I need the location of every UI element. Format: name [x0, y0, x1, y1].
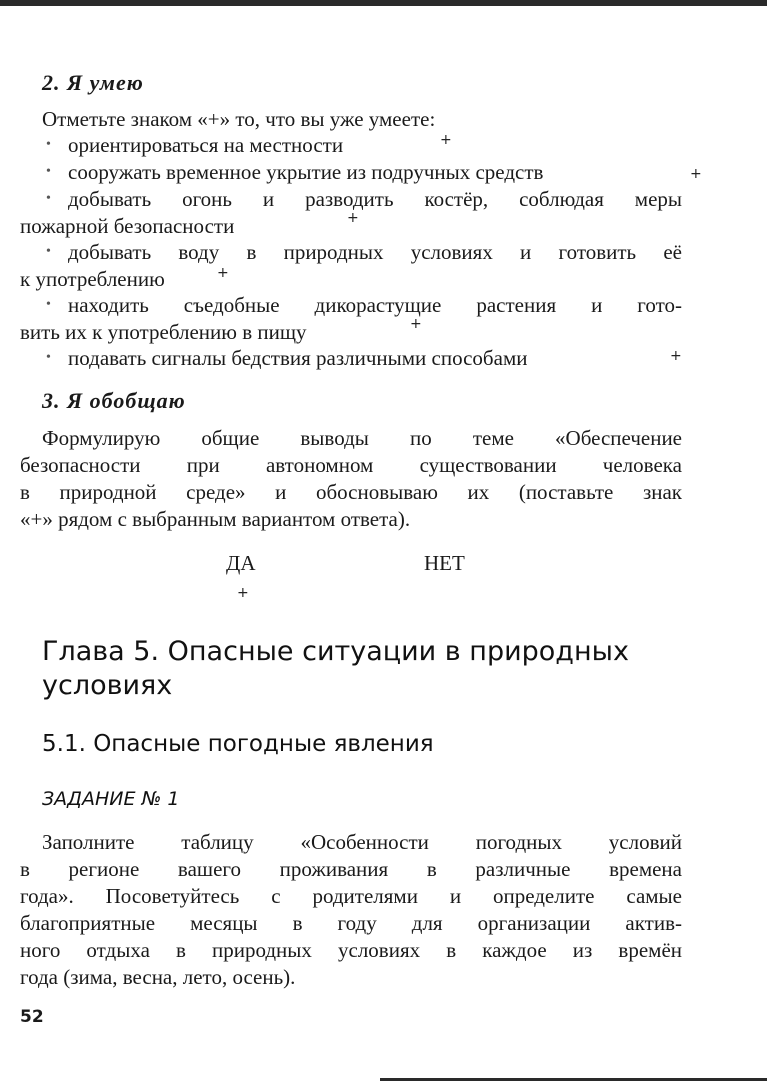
bullet-icon: •	[46, 164, 51, 179]
page-number: 52	[20, 1007, 44, 1027]
paragraph-line: благоприятные месяцы в году для организации актив-	[20, 911, 682, 935]
bullet-icon: •	[46, 191, 51, 206]
task-title: ЗАДАНИЕ № 1	[42, 788, 180, 810]
skill-item-plants-cont: вить их к употреблению в пищу	[20, 320, 307, 344]
paragraph-line: в природной среде» и обосновываю их (поставьте знак	[20, 480, 682, 504]
section-2-heading: 2. Я умею	[42, 70, 144, 95]
chapter-title-line1: Глава 5. Опасные ситуации в природных	[42, 636, 629, 667]
bullet-icon: •	[46, 244, 51, 259]
top-scan-edge	[0, 0, 767, 6]
skill-mark: +	[410, 316, 422, 332]
skill-mark: +	[440, 132, 452, 148]
paragraph-line: ного отдыха в природных условиях в каждое из времён	[20, 938, 682, 962]
skill-item-water: добывать воду в природных условиях и готовить её	[68, 240, 682, 264]
paragraph-line: Формулирую общие выводы по теме «Обеспечение	[42, 426, 682, 450]
skill-item-fire: добывать огонь и разводить костёр, соблюдая меры	[68, 187, 682, 211]
skill-item-signals: подавать сигналы бедствия различными способами	[68, 346, 528, 370]
bullet-icon: •	[46, 297, 51, 312]
subsection-title: 5.1. Опасные погодные явления	[42, 731, 434, 757]
bottom-scan-edge	[380, 1078, 767, 1081]
paragraph-line: в регионе вашего проживания в различные времена	[20, 857, 682, 881]
section-2-intro: Отметьте знаком «+» то, что вы уже умеете:	[42, 107, 436, 131]
skill-item-fire-cont: пожарной безопасности	[20, 214, 235, 238]
section-3-heading: 3. Я обобщаю	[42, 388, 186, 413]
skill-mark: +	[690, 166, 702, 182]
option-no: НЕТ	[424, 551, 465, 575]
skill-item-plants: находить съедобные дикорастущие растения и гото-	[68, 293, 682, 317]
bullet-icon: •	[46, 350, 51, 365]
paragraph-line: Заполните таблицу «Особенности погодных условий	[42, 830, 682, 854]
skill-mark: +	[217, 265, 229, 281]
answer-mark: +	[237, 585, 249, 601]
skill-item-orientation: ориентироваться на местности	[68, 133, 344, 157]
skill-mark: +	[670, 348, 682, 364]
paragraph-line: «+» рядом с выбранным вариантом ответа).	[20, 507, 411, 531]
chapter-title-line2: условиях	[42, 670, 173, 701]
paragraph-line: года (зима, весна, лето, осень).	[20, 965, 296, 989]
bullet-icon: •	[46, 137, 51, 152]
skill-mark: +	[347, 210, 359, 226]
skill-item-shelter: сооружать временное укрытие из подручных средств	[68, 160, 544, 184]
paragraph-line: безопасности при автономном существовании человека	[20, 453, 682, 477]
skill-item-water-cont: к употреблению	[20, 267, 165, 291]
paragraph-line: года». Посоветуйтесь с родителями и определите самые	[20, 884, 682, 908]
option-yes: ДА	[226, 551, 256, 575]
chapter-title	[42, 635, 629, 703]
